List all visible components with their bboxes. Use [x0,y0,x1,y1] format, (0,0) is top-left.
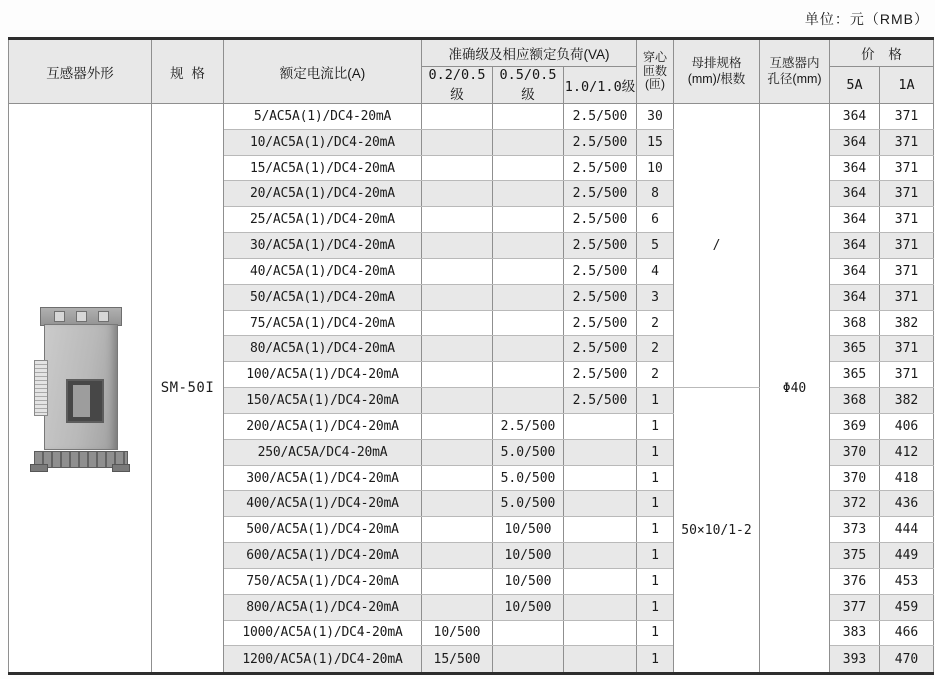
accuracy-10-cell: 2.5/500 [564,233,637,259]
accuracy-10-cell: 2.5/500 [564,104,637,130]
col-header-busbar-line1: 母排规格 [691,55,742,70]
turns-cell: 1 [637,491,674,517]
accuracy-02-cell [422,104,493,130]
outline-cell [9,104,152,674]
accuracy-05-cell: 10/500 [493,594,564,620]
turns-cell: 1 [637,517,674,543]
accuracy-10-cell [564,568,637,594]
ratio-cell: 1200/AC5A(1)/DC4-20mA [224,646,422,674]
price-1a-cell: 459 [880,594,934,620]
accuracy-05-cell [493,388,564,414]
price-1a-cell: 418 [880,465,934,491]
price-1a-cell: 371 [880,233,934,259]
spec-cell: SM-50I [152,104,224,674]
ratio-cell: 10/AC5A(1)/DC4-20mA [224,129,422,155]
accuracy-10-cell [564,594,637,620]
ratio-cell: 50/AC5A(1)/DC4-20mA [224,284,422,310]
price-5a-cell: 365 [830,362,880,388]
accuracy-02-cell [422,181,493,207]
ratio-cell: 500/AC5A(1)/DC4-20mA [224,517,422,543]
turns-cell: 1 [637,388,674,414]
price-1a-cell: 449 [880,543,934,569]
price-1a-cell: 436 [880,491,934,517]
col-header-bore-line2: 孔径(mm) [767,71,822,86]
ratio-cell: 100/AC5A(1)/DC4-20mA [224,362,422,388]
col-header-accuracy-10: 1.0/1.0级 [564,67,637,104]
price-5a-cell: 376 [830,568,880,594]
price-5a-cell: 364 [830,129,880,155]
price-1a-cell: 371 [880,181,934,207]
col-header-turns [637,39,674,104]
table-header [9,39,934,104]
accuracy-10-cell [564,543,637,569]
accuracy-02-cell [422,207,493,233]
accuracy-10-cell [564,413,637,439]
price-5a-cell: 375 [830,543,880,569]
accuracy-05-cell [493,181,564,207]
accuracy-02-cell [422,388,493,414]
price-1a-cell: 466 [880,620,934,646]
accuracy-02-cell [422,543,493,569]
price-1a-cell: 371 [880,129,934,155]
accuracy-05-cell [493,310,564,336]
bore-cell: Φ40 [760,104,830,674]
accuracy-05-cell [493,104,564,130]
ratio-cell: 800/AC5A(1)/DC4-20mA [224,594,422,620]
ratio-cell: 75/AC5A(1)/DC4-20mA [224,310,422,336]
turns-cell: 1 [637,620,674,646]
turns-cell: 8 [637,181,674,207]
ratio-cell: 40/AC5A(1)/DC4-20mA [224,258,422,284]
price-5a-cell: 364 [830,181,880,207]
price-5a-cell: 377 [830,594,880,620]
accuracy-05-cell [493,233,564,259]
ratio-cell: 400/AC5A(1)/DC4-20mA [224,491,422,517]
accuracy-02-cell [422,284,493,310]
accuracy-10-cell [564,620,637,646]
turns-cell: 1 [637,413,674,439]
price-1a-cell: 371 [880,362,934,388]
price-5a-cell: 372 [830,491,880,517]
price-1a-cell: 470 [880,646,934,674]
accuracy-10-cell: 2.5/500 [564,129,637,155]
accuracy-02-cell [422,413,493,439]
price-1a-cell: 371 [880,207,934,233]
price-1a-cell: 412 [880,439,934,465]
turns-cell: 2 [637,362,674,388]
ratio-cell: 750/AC5A(1)/DC4-20mA [224,568,422,594]
accuracy-05-cell: 10/500 [493,568,564,594]
accuracy-10-cell: 2.5/500 [564,284,637,310]
busbar-cell: 50×10/1-2 [674,388,760,674]
transformer-core-window-inner [73,385,90,417]
busbar-cell: / [674,104,760,388]
turns-cell: 1 [637,543,674,569]
price-1a-cell: 371 [880,284,934,310]
terminal-screw-icon [98,311,109,322]
ratio-cell: 200/AC5A(1)/DC4-20mA [224,413,422,439]
ratio-cell: 80/AC5A(1)/DC4-20mA [224,336,422,362]
price-1a-cell: 382 [880,310,934,336]
col-header-spec: 规 格 [152,39,224,104]
accuracy-02-cell [422,233,493,259]
accuracy-05-cell: 10/500 [493,517,564,543]
accuracy-10-cell: 2.5/500 [564,155,637,181]
price-1a-cell: 371 [880,104,934,130]
transformer-foot-left [30,464,48,472]
ratio-cell: 300/AC5A(1)/DC4-20mA [224,465,422,491]
col-header-busbar [674,39,760,104]
col-header-price-1a: 1A [880,67,934,104]
price-5a-cell: 364 [830,258,880,284]
price-5a-cell: 393 [830,646,880,674]
price-5a-cell: 373 [830,517,880,543]
turns-cell: 1 [637,594,674,620]
header-row-1 [9,39,934,67]
accuracy-10-cell: 2.5/500 [564,181,637,207]
transformer-side-label [34,360,48,416]
ratio-cell: 20/AC5A(1)/DC4-20mA [224,181,422,207]
price-5a-cell: 364 [830,284,880,310]
price-1a-cell: 371 [880,155,934,181]
accuracy-02-cell [422,568,493,594]
terminal-screw-icon [54,311,65,322]
accuracy-05-cell [493,207,564,233]
accuracy-05-cell: 5.0/500 [493,491,564,517]
price-1a-cell: 371 [880,336,934,362]
turns-cell: 2 [637,336,674,362]
turns-cell: 10 [637,155,674,181]
accuracy-10-cell [564,465,637,491]
turns-cell: 6 [637,207,674,233]
accuracy-10-cell: 2.5/500 [564,388,637,414]
accuracy-05-cell [493,362,564,388]
table-body [9,104,934,674]
accuracy-05-cell [493,258,564,284]
accuracy-10-cell: 2.5/500 [564,336,637,362]
price-1a-cell: 444 [880,517,934,543]
col-header-accuracy-group: 准确级及相应额定负荷(VA) [422,39,637,67]
turns-cell: 1 [637,439,674,465]
price-table [8,37,934,675]
accuracy-10-cell: 2.5/500 [564,207,637,233]
unit-label: 单位：元（RMB） [804,11,929,27]
accuracy-05-cell [493,129,564,155]
turns-cell: 1 [637,646,674,674]
accuracy-02-cell [422,362,493,388]
ratio-cell: 600/AC5A(1)/DC4-20mA [224,543,422,569]
ratio-cell: 15/AC5A(1)/DC4-20mA [224,155,422,181]
ratio-cell: 5/AC5A(1)/DC4-20mA [224,104,422,130]
accuracy-05-cell [493,646,564,674]
ratio-cell: 1000/AC5A(1)/DC4-20mA [224,620,422,646]
accuracy-10-cell [564,646,637,674]
col-header-turns-line2: 匝数 [642,63,667,78]
transformer-foot-right [112,464,130,472]
accuracy-10-cell: 2.5/500 [564,258,637,284]
price-5a-cell: 364 [830,233,880,259]
accuracy-05-cell [493,155,564,181]
col-header-outline: 互感器外形 [9,39,152,104]
col-header-ratio: 额定电流比(A) [224,39,422,104]
price-5a-cell: 364 [830,155,880,181]
accuracy-05-cell: 10/500 [493,543,564,569]
col-header-bore [760,39,830,104]
turns-cell: 4 [637,258,674,284]
accuracy-02-cell [422,129,493,155]
accuracy-02-cell [422,439,493,465]
turns-cell: 15 [637,129,674,155]
turns-cell: 5 [637,233,674,259]
accuracy-02-cell [422,258,493,284]
ratio-cell: 30/AC5A(1)/DC4-20mA [224,233,422,259]
col-header-turns-line1: 穿心 [642,49,667,64]
turns-cell: 3 [637,284,674,310]
accuracy-05-cell [493,284,564,310]
accuracy-02-cell [422,465,493,491]
turns-cell: 1 [637,465,674,491]
table-row [9,104,934,130]
price-5a-cell: 370 [830,439,880,465]
ratio-cell: 250/AC5A/DC4-20mA [224,439,422,465]
price-5a-cell: 365 [830,336,880,362]
col-header-accuracy-02: 0.2/0.5级 [422,67,493,104]
turns-cell: 30 [637,104,674,130]
price-5a-cell: 364 [830,207,880,233]
price-5a-cell: 364 [830,104,880,130]
price-1a-cell: 371 [880,258,934,284]
ratio-cell: 150/AC5A(1)/DC4-20mA [224,388,422,414]
col-header-price-5a: 5A [830,67,880,104]
col-header-bore-line1: 互感器内 [769,55,820,70]
accuracy-05-cell: 5.0/500 [493,465,564,491]
accuracy-10-cell: 2.5/500 [564,362,637,388]
price-1a-cell: 406 [880,413,934,439]
accuracy-02-cell: 10/500 [422,620,493,646]
col-header-price-group: 价 格 [830,39,934,67]
accuracy-02-cell [422,594,493,620]
accuracy-02-cell [422,155,493,181]
transformer-body [44,324,118,450]
col-header-busbar-line2: (mm)/根数 [687,71,746,86]
accuracy-10-cell [564,439,637,465]
turns-cell: 2 [637,310,674,336]
accuracy-05-cell: 2.5/500 [493,413,564,439]
ratio-cell: 25/AC5A(1)/DC4-20mA [224,207,422,233]
col-header-accuracy-05: 0.5/0.5级 [493,67,564,104]
accuracy-02-cell: 15/500 [422,646,493,674]
accuracy-05-cell: 5.0/500 [493,439,564,465]
price-1a-cell: 453 [880,568,934,594]
turns-cell: 1 [637,568,674,594]
accuracy-02-cell [422,310,493,336]
price-5a-cell: 368 [830,388,880,414]
transformer-core-window [66,379,104,423]
price-1a-cell: 382 [880,388,934,414]
price-5a-cell: 369 [830,413,880,439]
accuracy-05-cell [493,336,564,362]
accuracy-02-cell [422,491,493,517]
terminal-screw-icon [76,311,87,322]
accuracy-10-cell: 2.5/500 [564,310,637,336]
accuracy-02-cell [422,336,493,362]
accuracy-10-cell [564,491,637,517]
price-5a-cell: 368 [830,310,880,336]
col-header-turns-line3: (匝) [645,77,665,92]
accuracy-05-cell [493,620,564,646]
transformer-product-image [30,302,130,474]
accuracy-10-cell [564,517,637,543]
price-5a-cell: 370 [830,465,880,491]
price-5a-cell: 383 [830,620,880,646]
accuracy-02-cell [422,517,493,543]
